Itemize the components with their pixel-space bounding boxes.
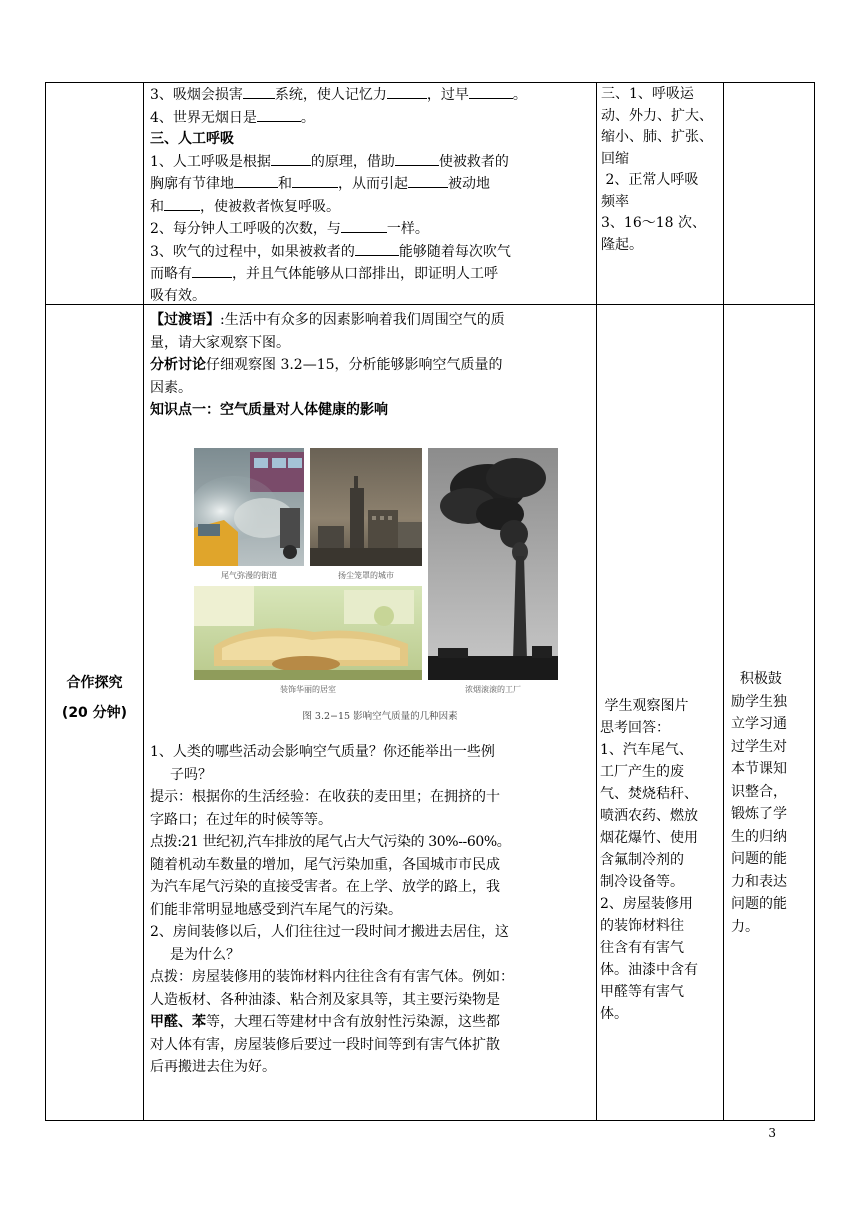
photo-exhaust-street [194,448,304,566]
section-heading-artificial-respiration: 三、人工呼吸 [150,131,234,147]
discussion-line-2: 因素。 [150,379,192,396]
answer-line: 三、1、呼吸运 [601,86,694,102]
pollutant-benzene: 苯 [192,1014,206,1030]
tip-line: 随着机动车数量的增加，尾气污染加重，各国城市市民成 [150,856,500,873]
table-bottom-border [45,1120,815,1121]
answer-line: 3、16～18 次、 [601,215,706,231]
transition-tag: 【过渡语】 [150,312,220,328]
hint-line: 提示：根据你的生活经验：在收获的麦田里；在拥挤的十 [150,789,500,805]
transition-line: 【过渡语】:生活中有众多的因素影响着我们周围空气的质 [150,312,505,328]
caption-dusty-city: 扬尘笼罩的城市 [338,571,394,580]
answer-line: 动、外力、扩大、 [601,107,713,124]
intent-line: 锻炼了学 [731,806,787,822]
intent-line: 问题的能 [731,851,787,867]
section-label [46,668,143,728]
top-row-content [150,84,592,307]
question-1-line: 1、人类的哪些活动会影响空气质量？你还能举出一些例 [150,744,495,760]
activity-line: 体。 [600,1006,628,1022]
knowledge-point-heading: 知识点一：空气质量对人体健康的影响 [150,402,388,418]
activity-line: 学生观察图片 [600,698,689,714]
inquiry-intro [150,309,592,422]
answer-line: 隆起。 [601,236,643,253]
intent-line: 识整合， [731,783,787,800]
item-frequency: 2、每分钟人工呼吸的次数，与 一样。 [150,218,592,241]
answer-line: 2、正常人呼吸 [601,172,699,188]
pollutant-formaldehyde: 甲醛 [150,1014,178,1030]
caption-exhaust-street: 尾气弥漫的街道 [221,571,277,580]
student-activity [600,695,722,1025]
activity-line: 甲醛等有害气 [600,984,684,1000]
question-2-line: 是为什么？ [170,946,240,963]
activity-line: 气、焚烧秸秆、 [600,786,698,802]
photo-dusty-city [310,448,422,566]
table-left-border [45,82,46,1121]
tip-line: 们能非常明显地感受到汽车尾气的污染。 [150,901,402,918]
discussion-line: 分析讨论仔细观察图 3.2—15，分析能够影响空气质量的 [150,357,503,373]
column-divider-1 [143,82,144,1121]
design-intent [731,668,811,938]
air-quality-figure [190,446,560,736]
question-1-line: 子吗？ [170,766,212,783]
activity-line: 烟花爆竹、使用 [600,830,698,846]
tip-line: 为汽车尾气污染的直接受害者。在上学、放学的路上，我 [150,879,500,895]
intent-line: 力和表达 [731,873,787,890]
table-top-border [45,82,815,83]
caption-decorated-room: 装饰华丽的居室 [280,685,336,694]
activity-line: 体。油漆中含有 [600,962,698,978]
intent-line: 过学生对 [731,738,787,755]
section-label-title: 合作探究 [66,675,123,691]
top-row-answers [601,84,721,256]
tip-line: 后再搬进去住为好。 [150,1059,276,1075]
answer-line: 缩小、肺、扩张、 [601,129,713,145]
answer-line: 频率 [601,193,629,210]
intent-line: 积极鼓 [731,671,782,687]
tip-line: 点拨:21 世纪初,汽车排放的尾气占大气污染的 30%--60%。 [150,834,511,850]
activity-line: 喷洒农药、燃放 [600,808,698,824]
activity-line: 含氟制冷剂的 [600,852,684,868]
activity-line: 的装饰材料往 [600,918,684,934]
photo-smoky-factory [428,448,558,680]
table-right-border [814,82,815,1121]
caption-smoky-factory: 浓烟滚滚的工厂 [465,685,521,694]
tip-line: 点拨：房屋装修用的装饰材料内往往含有有害气体。例如： [150,969,514,985]
photo-decorated-room [194,586,422,680]
tip-line: 人造板材、各种油漆、粘合剂及家具等，其主要污染物是 [150,991,500,1008]
tip-line: 对人体有害，房屋装修后要过一段时间等到有害气体扩散 [150,1036,500,1053]
transition-line-2: 量，请大家观察下图。 [150,334,290,351]
tip-line-pollutants: 甲醛、苯等，大理石等建材中含有放射性污染源，这些都 [150,1014,500,1030]
intent-line: 立学习通 [731,716,787,732]
activity-line: 思考回答： [600,720,670,736]
hint-line: 字路口；在过年的时候等等。 [150,811,332,828]
intent-line: 励学生独 [731,693,787,710]
question-2-line: 2、房间装修以后，人们往往过一段时间才搬进去居住，这 [150,924,509,940]
intent-line: 力。 [731,918,759,935]
column-divider-2 [596,82,597,1121]
activity-line: 2、房屋装修用 [600,896,693,912]
intent-line: 本节课知 [731,761,787,777]
section-label-duration: (20 分钟) [61,705,128,721]
inquiry-questions [150,741,592,1079]
item-no-tobacco-day: 4、世界无烟日是 。 [150,107,592,130]
item-smoking-harm: 3、吸烟会损害 系统，使人记忆力 ，过早 。 [150,84,592,107]
page-number: 3 [768,1126,776,1140]
discussion-tag: 分析讨论 [150,357,206,373]
activity-line: 工厂产生的废 [600,764,684,780]
activity-line: 1、汽车尾气、 [600,742,693,758]
figure-title: 图 3.2−15 影响空气质量的几种因素 [302,711,458,722]
intent-line: 生的归纳 [731,828,787,845]
activity-line: 制冷设备等。 [600,874,684,890]
item-principle: 1、人工呼吸是根据 的原理，借助 使被救者的 胸廓有节律地 和 ，从而引起 被动地 和 ，使被救者恢复呼吸。 [150,151,592,219]
answer-line: 回缩 [601,150,629,167]
column-divider-3 [723,82,724,1121]
item-effectiveness: 3、吹气的过程中，如果被救者的 能够随着每次吹气 而略有 ，并且气体能够从口部排出，即证明人工呼 吸有效。 [150,241,592,308]
activity-line: 往含有有害气 [600,940,684,956]
intent-line: 问题的能 [731,896,787,912]
